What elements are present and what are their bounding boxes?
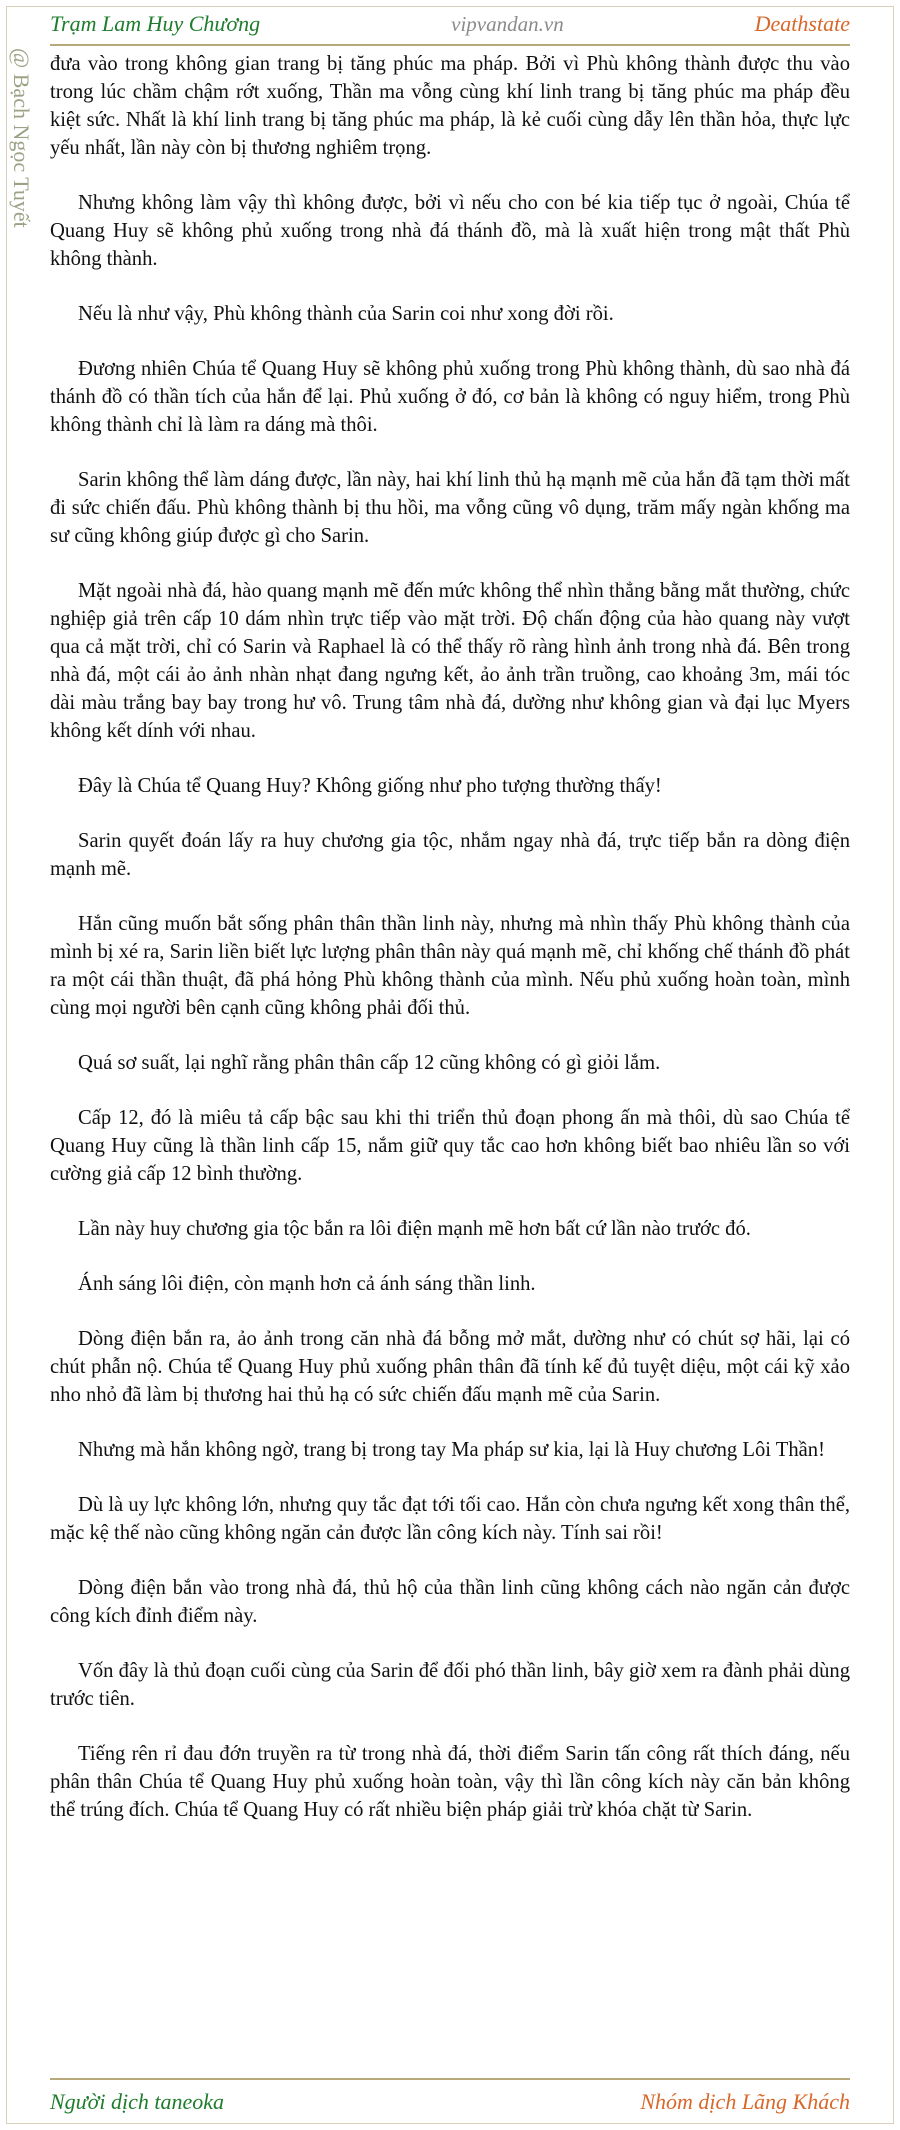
- paragraph: Dòng điện bắn ra, ảo ảnh trong căn nhà đá bỗng mở mắt, dường như có chút sợ hãi, lại có chút phẫn nộ. Chúa tể Quang Huy phủ xuống phân thân đã tính kế đủ tuyệt diệu, một cái kỹ xảo nho nhỏ đã làm bị thương hai thủ hạ có sức chiến đấu mạnh mẽ của Sarin.: [50, 1328, 850, 1406]
- author-name: Deathstate: [754, 11, 850, 36]
- paragraph: Đây là Chúa tể Quang Huy? Không giống như pho tượng thường thấy!: [78, 775, 662, 797]
- paragraph: Nhưng không làm vậy thì không được, bởi vì nếu cho con bé kia tiếp tục ở ngoài, Chúa tể Quang Huy sẽ không phủ xuống trong nhà đá thánh đồ, mà là xuất hiện trong mật thất Phù không thành.: [50, 192, 850, 270]
- paragraph: Mặt ngoài nhà đá, hào quang mạnh mẽ đến mức không thể nhìn thẳng bằng mắt thường, chức nghiệp giả trên cấp 10 dám nhìn trực tiếp vào mặt trời. Độ chấn động của hào quang này vượt qua cả mặt trời, chỉ có Sarin và Raphael là có thể thấy rõ ràng hình ảnh trong nhà đá. Bên trong nhà đá, một cái ảo ảnh nhàn nhạt đang ngưng kết, ảo ảnh trần truồng, cao khoảng 3m, mái tóc dài màu trắng bay bay trong hư vô. Trung tâm nhà đá, dường như không gian và đại lục Myers không kết dính với nhau.: [50, 580, 850, 742]
- paragraph: Nếu là như vậy, Phù không thành của Sarin coi như xong đời rồi.: [78, 303, 614, 325]
- paragraph: Cấp 12, đó là miêu tả cấp bậc sau khi thi triển thủ đoạn phong ấn mà thôi, dù sao Chúa tể Quang Huy cũng là thần linh cấp 15, nắm giữ quy tắc cao hơn không biết bao nhiêu lần so với cường giả cấp 12 bình thường.: [50, 1107, 850, 1185]
- paragraph: Sarin không thể làm dáng được, lần này, hai khí linh thủ hạ mạnh mẽ của hắn đã tạm thời mất đi sức chiến đấu. Phù không thành bị thu hồi, ma vỗng cũng vô dụng, trăm mấy ngàn khống ma sư cũng không giúp được gì cho Sarin.: [50, 469, 850, 547]
- footer-rule: [50, 2078, 850, 2080]
- group-credit: Nhóm dịch Lãng Khách: [640, 2089, 850, 2114]
- paragraph: Vốn đây là thủ đoạn cuối cùng của Sarin để đối phó thần linh, bây giờ xem ra đành phải dùng trước tiên.: [50, 1660, 850, 1710]
- paragraph: Lần này huy chương gia tộc bắn ra lôi điện mạnh mẽ hơn bất cứ lần nào trước đó.: [78, 1218, 751, 1240]
- translator-credit: Người dịch taneoka: [50, 2089, 225, 2114]
- paragraph: Sarin quyết đoán lấy ra huy chương gia tộc, nhắm ngay nhà đá, trực tiếp bắn ra dòng điện mạnh mẽ.: [50, 830, 850, 880]
- side-watermark: [8, 48, 38, 308]
- watermark-text: @ Bạch Ngọc Tuyết: [9, 48, 34, 228]
- paragraph: Tiếng rên rỉ đau đớn truyền ra từ trong nhà đá, thời điểm Sarin tấn công rất thích đáng, nếu phân thân Chúa tể Quang Huy phủ xuống hoàn toàn, vậy thì lần công kích này căn bản không thể trúng đích. Chúa tể Quang Huy có rất nhiều biện pháp giải trừ khóa chặt từ Sarin.: [50, 1743, 850, 1821]
- chapter-body: [50, 50, 850, 1851]
- site-name: vipvandan.vn: [451, 11, 564, 36]
- paragraph: Đương nhiên Chúa tể Quang Huy sẽ không phủ xuống trong Phù không thành, dù sao nhà đá thánh đồ có thần tích của hắn để lại. Phủ xuống ở đó, cơ bản là không có nguy hiểm, trong Phù không thành chỉ là làm ra dáng mà thôi.: [50, 358, 850, 436]
- page-footer: [50, 2084, 850, 2120]
- paragraph: Ánh sáng lôi điện, còn mạnh hơn cả ánh sáng thần linh.: [78, 1273, 536, 1295]
- paragraph: Dù là uy lực không lớn, nhưng quy tắc đạt tới tối cao. Hắn còn chưa ngưng kết xong thân thể, mặc kệ thế nào cũng không ngăn cản được lần công kích này. Tính sai rồi!: [50, 1494, 850, 1544]
- paragraph: Hắn cũng muốn bắt sống phân thân thần linh này, nhưng mà nhìn thấy Phù không thành của mình bị xé ra, Sarin liền biết lực lượng phân thân này quá mạnh mẽ, chỉ khống chế thánh đồ phát ra một cái thần thuật, đã phá hỏng Phù không thành của mình. Nếu phủ xuống hoàn toàn, mình cùng mọi người bên cạnh cũng không phải đối thủ.: [50, 913, 850, 1019]
- book-title: Trạm Lam Huy Chương: [50, 11, 261, 36]
- paragraph: Nhưng mà hắn không ngờ, trang bị trong tay Ma pháp sư kia, lại là Huy chương Lôi Thần!: [78, 1439, 825, 1461]
- header-rule: [50, 44, 850, 46]
- paragraph: Dòng điện bắn vào trong nhà đá, thủ hộ của thần linh cũng không cách nào ngăn cản được công kích đỉnh điểm này.: [50, 1577, 850, 1627]
- page-header: [50, 6, 850, 42]
- paragraph: đưa vào trong không gian trang bị tăng phúc ma pháp. Bởi vì Phù không thành được thu vào trong lúc chầm chậm rớt xuống, Thần ma vỗng cùng khí linh trang bị tăng phúc ma pháp đều kiệt sức. Nhất là khí linh trang bị tăng phúc ma pháp, là kẻ cuối cùng dẫy lên thần hỏa, thực lực yếu nhất, lần này còn bị thương nghiêm trọng.: [50, 53, 850, 159]
- paragraph: Quá sơ suất, lại nghĩ rằng phân thân cấp 12 cũng không có gì giỏi lắm.: [78, 1052, 661, 1074]
